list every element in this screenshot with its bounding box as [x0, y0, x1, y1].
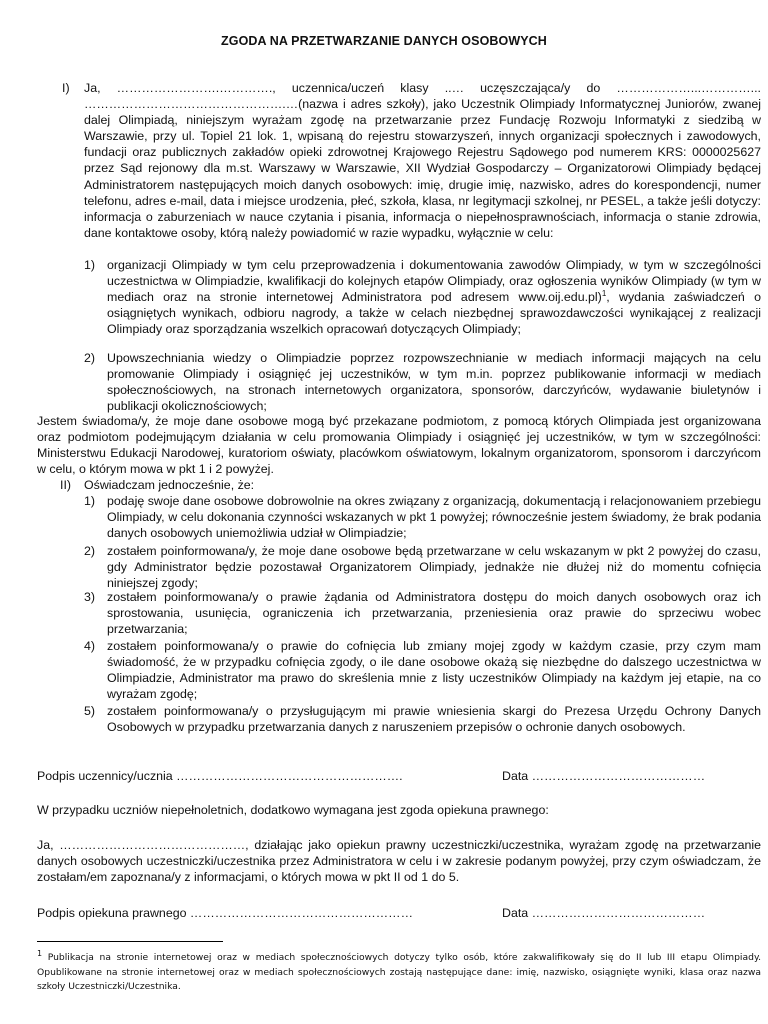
section-2-item-4-text: zostałem poinformowana/y o prawie do cofnięcia lub zmiany mojej zgody w każdym czasie, przy czym mam świadomość, że w przypadku cofnięcia zgody, o ile dane osobowe okażą się niezbędne do dalszego uczestnictwa w Olimpiadzie, Administrator ma prawo do skreślenia mnie z listy uczestników Olimpiady na każdym jej etapie, na co wyrażam zgodę; — [107, 639, 761, 702]
section-1-intro: Ja, …………………….…………., uczennica/uczeń klasy ..… uczęszczająca/y do ………………...…………... ………………………………………….…(nazwa i adres szkoły), jako Uczestnik Olimpiady Informatycznej Juniorów, zwanej dalej Olimpiadą, niniejszym wyrażam zgodę na przetwarzanie przez Fundację Rozwoju Informatyki z siedzibą w Warszawie, przy ul. Topiel 21 lok. 1, wpisaną do rejestru stowarzyszeń, innych organizacji społecznych i zawodowych, fundacji oraz publicznych zakładów opieki zdrowotnej Krajowego Rejestru Sądowego pod numerem KRS: 0000025627 przez Sąd rejonowy dla m.st. Warszawy w Warszawie, XII Wydział Gospodarczy – Organizatorowi Olimpiady będącej Administratorem następujących moich danych osobowych: imię, drugie imię, nazwisko, adres do korespondencji, numer telefonu, adres e-mail, data i miejsce urodzenia, płeć, szkoła, klasa, nr legitymacji szkolnej, nr PESEL, a także jeśli dotyczy: informacja o zaburzeniach w nauce czytania i pisania, informacja o niepełnosprawnościach, informacja o stanie zdrowia, dane kontaktowe osoby, którą należy powiadomić w razie wypadku, wyłącznie w celu: — [84, 81, 761, 240]
guardian-signature-line[interactable]: Podpis opiekuna prawnego ……………………………………………… — [37, 906, 413, 920]
footnote-reference: 1 — [601, 289, 607, 299]
section-2-item-2-text: zostałem poinformowana/y, że moje dane osobowe będą przetwarzane w celu wskazanym w pkt 2 powyżej do czasu, gdy Administrator będzie pozostawał Organizatorem Olimpiady, jednakże nie dłużej niż do momentu cofnięcia niniejszej zgody; — [107, 544, 761, 591]
footnote-number: 1 — [37, 948, 43, 958]
section-1-item-1-text — [107, 257, 761, 337]
section-2-intro: Oświadczam jednocześnie, że: — [84, 478, 255, 492]
awareness-statement: Jestem świadoma/y, że moje dane osobowe mogą być przekazane podmiotom, z pomocą których Olimpiada jest organizowana oraz podmiotom podejmującym działania w celu promowania Olimpiady i osiągnięć jej uczestników, w tym w szczególności: Ministerstwu Edukacji Narodowej, kuratoriom oświaty, placówkom oświatowym, lokalnym organizatorom, sponsorom i darczyńcom w celu, o którym mowa w pkt 1 i 2 powyżej. — [37, 414, 761, 477]
section-2-item-3-text: zostałem poinformowana/y o prawie żądania od Administratora dostępu do moich danych osobowych oraz ich sprostowania, usunięcia, ograniczenia ich przetwarzania, przeniesienia oraz prawie do sprzeciwu wobec przetwarzania; — [107, 590, 761, 637]
section-1-item-1-text-a: organizacji Olimpiady w tym celu przeprowadzenia i dokumentowania zawodów Olimpiady, w tym w szczególności uczestnictwa w Olimpiadzie, kwalifikacji do kolejnych etapów Olimpiady, oraz ogłoszenia wyników Olimpiady (w tym w mediach oraz na stronie internetowej Administratora pod adresem www.oij.edu.pl) — [107, 258, 761, 305]
footnote — [37, 948, 761, 995]
guardian-date-line[interactable]: Data …………………………………… — [502, 906, 706, 920]
section-2-item-2-number: 2) — [84, 544, 96, 558]
section-1-item-1-text-b: , wydania zaświadczeń o osiągniętych wynikach, odbioru nagrody, a także w celach niezbędnej sprawozdawczości wynikającej z realizacji Olimpiady oraz sporządzania wszelkich opracowań dotyczących Olimpiady; — [107, 290, 762, 337]
footnote-separator — [37, 941, 223, 942]
section-2-item-3-number: 3) — [84, 590, 96, 604]
footnote-text: Publikacja na stronie internetowej oraz w mediach społecznościowych dotyczy tylko osób, które zakwalifikowały się do II lub III etapu Olimpiady. Opublikowane na stronie internetowej oraz w mediach społecznościowych zostają następujące dane: imię, nazwisko, osiągnięte wyniki, klasa oraz nazwa szkoły Uczestniczki/Uczestnika. — [37, 952, 761, 992]
section-2-item-1-number: 1) — [84, 494, 96, 508]
section-2-item-4-number: 4) — [84, 639, 96, 653]
guardian-note: W przypadku uczniów niepełnoletnich, dodatkowo wymagana jest zgoda opiekuna prawnego: — [37, 803, 549, 817]
section-2-item-1-text: podaję swoje dane osobowe dobrowolnie na okres związany z organizacją, dokumentacją i relacjonowaniem przebiegu Olimpiady, w celu dokonania czynności wskazanych w pkt 1 powyżej; równocześnie jestem świadomy, że brak podania danych osobowych uniemożliwia udział w Olimpiadzie; — [107, 494, 761, 541]
section-1-marker: I) — [62, 81, 70, 95]
student-date-line[interactable]: Data …………………………………… — [502, 769, 706, 783]
student-signature-line[interactable]: Podpis uczennicy/ucznia ………………………………………………. — [37, 769, 403, 783]
document-title: ZGODA NA PRZETWARZANIE DANYCH OSOBOWYCH — [221, 34, 547, 48]
guardian-consent: Ja, ………………………………………, działając jako opiekun prawny uczestniczki/uczestnika, wyrażam zgodę na przetwarzanie danych osobowych uczestniczki/uczestnika przez Administratora w celu i w zakresie podanym powyżej, przy czym oświadczam, że zostałam/em zapoznana/y z informacjami, o których mowa w pkt II od 1 do 5. — [37, 838, 761, 885]
section-2-marker: II) — [60, 478, 72, 492]
section-1-item-2-number: 2) — [84, 351, 96, 365]
section-1-item-1-number: 1) — [84, 258, 96, 272]
section-2-item-5-number: 5) — [84, 704, 96, 718]
section-1-item-2-text: Upowszechniania wiedzy o Olimpiadzie poprzez rozpowszechnianie w mediach informacji mających na celu promowanie Olimpiady i osiągnięć jej uczestników, w tym m.in. poprzez publikowanie informacji w mediach społecznościowych, na stronach internetowych organizatora, sponsorów, darczyńców, wydawanie biuletynów i publikacji okolicznościowych; — [107, 351, 761, 414]
section-2-item-5-text: zostałem poinformowana/y o przysługującym mi prawie wniesienia skargi do Prezesa Urzędu Ochrony Danych Osobowych w przypadku przetwarzania danych z naruszeniem przepisów o ochronie danych osobowych. — [107, 704, 761, 735]
